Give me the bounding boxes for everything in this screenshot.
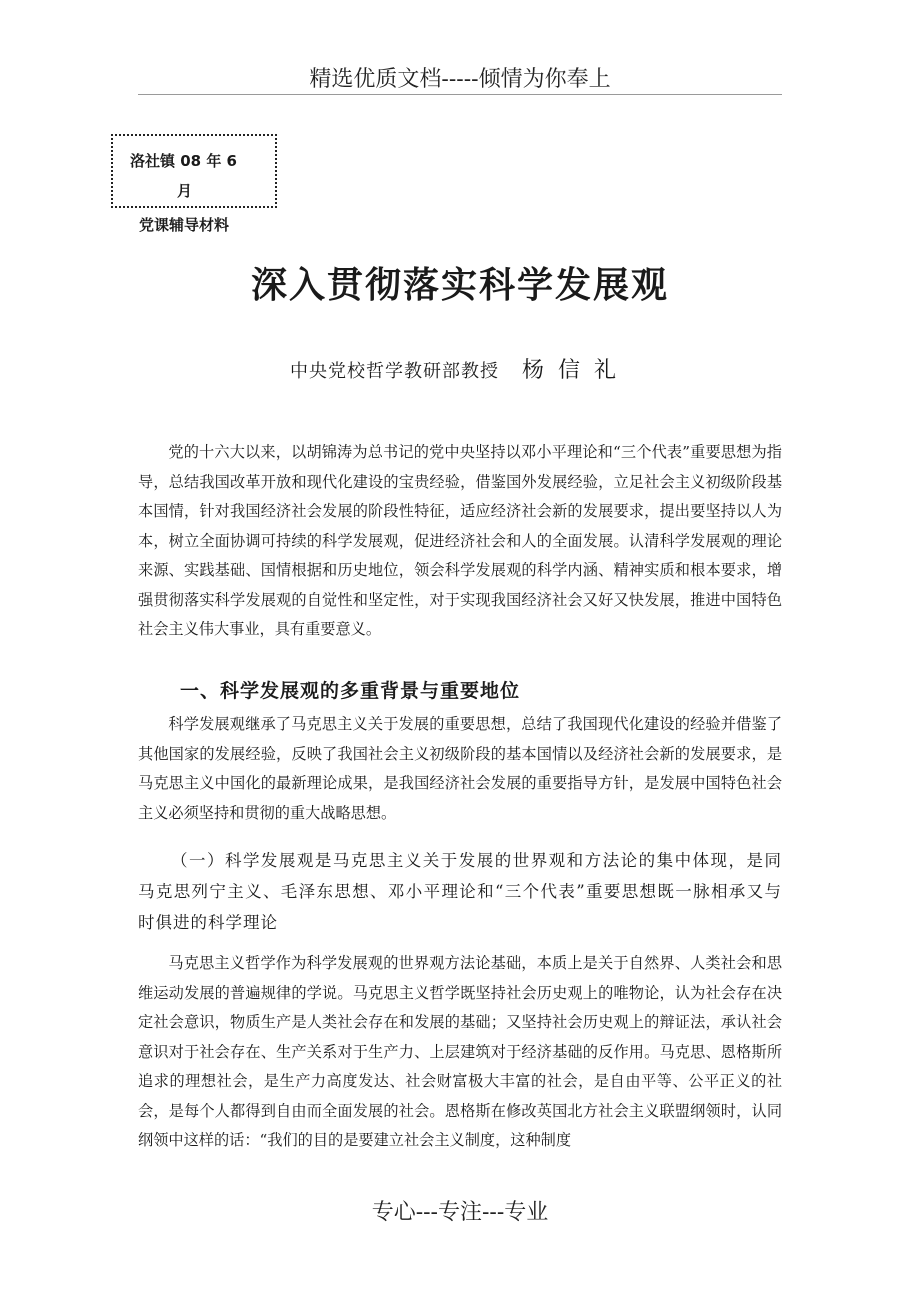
author-name: 杨信礼 — [522, 358, 631, 383]
stamp-date-line: 洛社镇 08 年 6 — [130, 152, 237, 170]
section-paragraph: 科学发展观继承了马克思主义关于发展的重要思想，总结了我国现代化建设的经验并借鉴了其他国家的发展经验，反映了我国社会主义初级阶段的基本国情以及经济社会新的发展要求，是马克思主义中国化的最新理论成果，是我国经济社会发展的重要指导方针，是发展中国特色社会主义必须坚持和贯彻的重大战略思想。 — [138, 715, 782, 822]
subsection-heading: （一）科学发展观是马克思主义关于发展的世界观和方法论的集中体现，是同马克思列宁主义、毛泽东思想、邓小平理论和“三个代表”重要思想既一脉相承又与时俱进的科学理论 — [138, 851, 782, 932]
document-title: 深入贯彻落实科学发展观 — [250, 264, 669, 306]
page-header-text: 精选优质文档-----倾情为你奉上 — [309, 67, 611, 92]
section-heading: 一、科学发展观的多重背景与重要地位 — [180, 680, 521, 702]
author-affiliation: 中央党校哲学教研部教授 — [290, 361, 499, 382]
page-footer-text: 专心---专注---专业 — [371, 1200, 549, 1225]
subsection-paragraph: 马克思主义哲学作为科学发展观的世界观方法论基础，本质上是关于自然界、人类社会和思维运动发展的普遍规律的学说。马克思主义哲学既坚持社会历史观上的唯物论，认为社会存在决定社会意识，物质生产是人类社会存在和发展的基础；又坚持社会历史观上的辩证法，承认社会意识对于社会存在、生产关系对于生产力、上层建筑对于经济基础的反作用。马克思、恩格斯所追求的理想社会，是生产力高度发达、社会财富极大丰富的社会，是自由平等、公平正义的社会，是每个人都得到自由而全面发展的社会。恩格斯在修改英国北方社会主义联盟纲领时，认同纲领中这样的话：“我们的目的是要建立社会主义制度，这种制度 — [138, 954, 782, 1149]
intro-paragraph: 党的十六大以来，以胡锦涛为总书记的党中央坚持以邓小平理论和“三个代表”重要思想为指导，总结我国改革开放和现代化建设的宝贵经验，借鉴国外发展经验，立足社会主义初级阶段基本国情，针对我国经济社会发展的阶段性特征，适应经济社会新的发展要求，提出要坚持以人为本，树立全面协调可持续的科学发展观，促进经济社会和人的全面发展。认清科学发展观的理论来源、实践基础、国情根据和历史地位，领会科学发展观的科学内涵、精神实质和根本要求，增强贯彻落实科学发展观的自觉性和坚定性，对于实现我国经济社会又好又快发展，推进中国特色社会主义伟大事业，具有重要意义。 — [138, 443, 782, 638]
stamp-month-line: 月 — [177, 182, 193, 200]
header-divider — [138, 94, 782, 95]
stamp-material-label: 党课辅导材料 — [139, 216, 230, 234]
stamp-frame — [111, 134, 277, 208]
